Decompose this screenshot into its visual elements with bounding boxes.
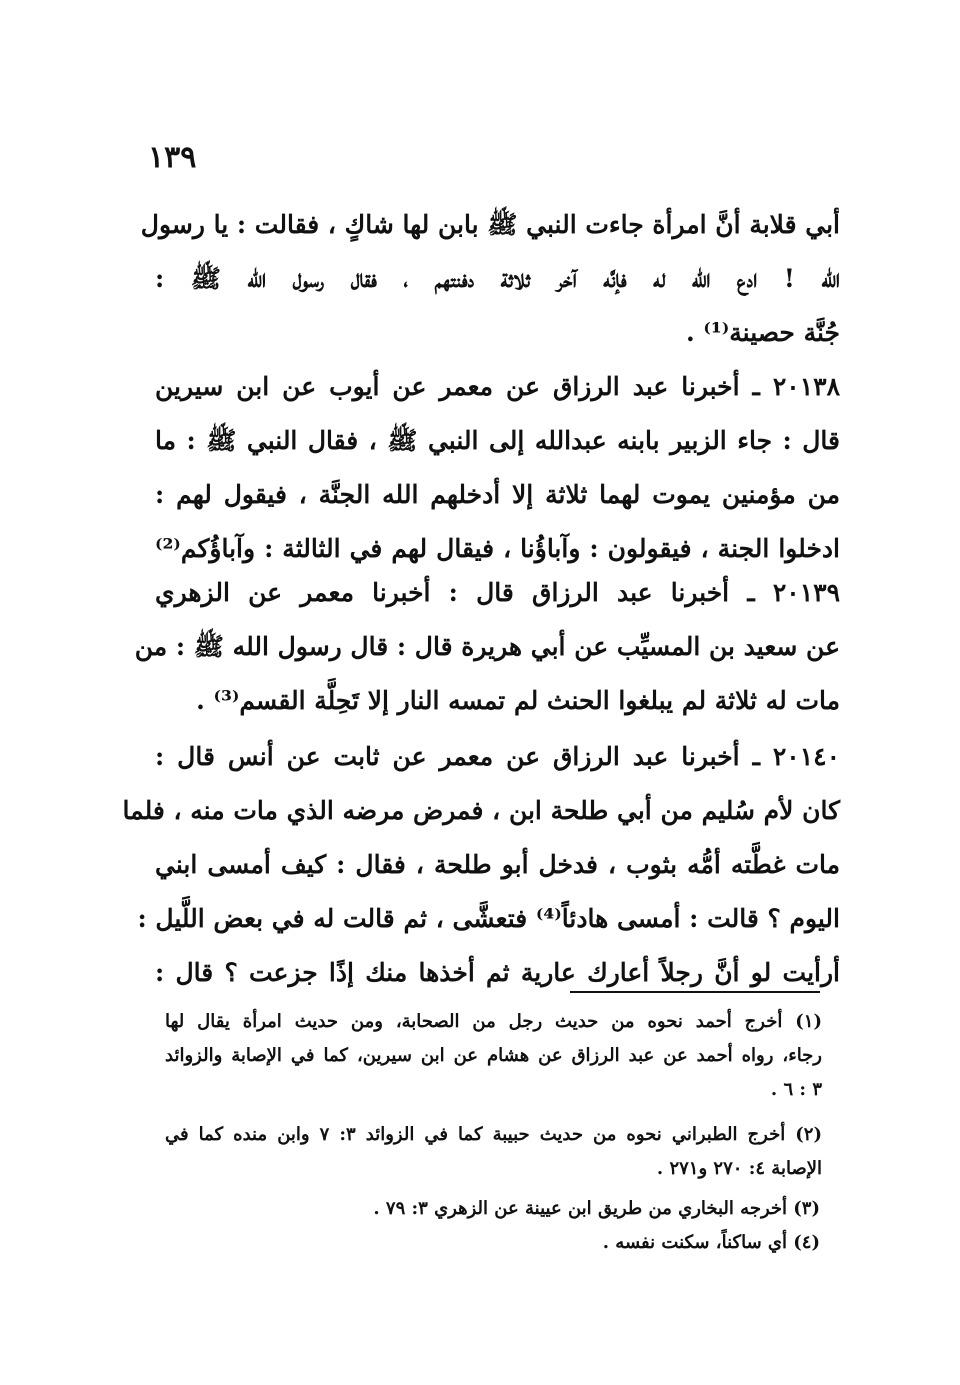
footnote-4	[290, 1226, 820, 1260]
text-line: ادخلوا الجنة ، فيقولون : وآباؤُنا ، فيقال لهم في الثالثة : وآباؤُكم⁽²⁾	[155, 534, 840, 563]
paragraph-continuation	[140, 198, 840, 360]
text-line: قال : جاء الزبير بابنه عبدالله إلى النبي ﷺ ، فقال النبي ﷺ : ما	[155, 426, 840, 455]
text-line: من مؤمنين يموت لهما ثلاثة إلا أدخلهم الله الجنَّة ، فيقول لهم :	[155, 480, 840, 509]
text-line: أرأيت لو أنَّ رجلاً أعارك عارية ثم أخذها منك إذًا جزعت ؟ قال :	[155, 958, 840, 987]
paragraph-hadith-20139	[134, 566, 840, 728]
footnote-line: رجاء، رواه أحمد عن عبد الرزاق عن هشام عن ابن سيرين، كما في الإصابة والزوائد	[165, 1045, 822, 1066]
paragraph-hadith-20138	[155, 360, 840, 576]
text-line: جُنَّة حصينة⁽¹⁾ .	[686, 318, 840, 347]
footnote-divider	[570, 991, 820, 993]
text-line: ٢٠١٣٨ ـ أخبرنا عبد الرزاق عن معمر عن أيوب عن ابن سيرين	[155, 372, 840, 401]
footnote-line: ٣ : ٦ .	[770, 1079, 822, 1100]
text-line: ٢٠١٤٠ ـ أخبرنا عبد الرزاق عن معمر عن ثابت عن أنس قال :	[155, 742, 840, 771]
footnote-3	[290, 1192, 820, 1226]
footnote-line: (١) أخرج أحمد نحوه من حديث رجل من الصحابة، ومن حديث امرأة يقال لها	[165, 1011, 822, 1032]
paragraph-hadith-20140	[122, 730, 840, 1000]
footnote-1	[165, 1005, 822, 1107]
footnote-line: (٤) أي ساكناً، سكنت نفسه .	[602, 1232, 820, 1253]
footnote-line: (٢) أخرج الطبراني نحوه من حديث حبيبة كما في الزوائد ٣: ٧ وابن منده كما في	[165, 1124, 822, 1145]
footnote-line: (٣) أخرجه البخاري من طريق ابن عيينة عن الزهري ٣: ٧٩ .	[373, 1198, 820, 1219]
footnote-2	[165, 1118, 822, 1186]
page-number: ١٣٩	[148, 140, 197, 175]
text-line: الله ! ادع الله له فإنَّه آخر ثلاثة دفنتهم ، فقال رسول الله ﷺ :	[155, 264, 840, 293]
text-line: مات له ثلاثة لم يبلغوا الحنث لم تمسه النار إلا تَحِلَّة القسم⁽³⁾ .	[196, 686, 840, 715]
footnote-line: الإصابة ٤: ٢٧٠ و٢٧١ .	[656, 1158, 822, 1179]
text-line: أبي قلابة أنَّ امرأة جاءت النبي ﷺ بابن لها شاكٍ ، فقالت : يا رسول	[140, 210, 840, 239]
text-line: كان لأم سُليم من أبي طلحة ابن ، فمرض مرضه الذي مات منه ، فلما	[122, 796, 840, 825]
text-line: اليوم ؟ قالت : أمسى هادئاً⁽⁴⁾ فتعشَّى ، ثم قالت له في بعض اللَّيل :	[137, 904, 840, 933]
text-line: عن سعيد بن المسيِّب عن أبي هريرة قال : قال رسول الله ﷺ : من	[134, 632, 840, 661]
text-line: ٢٠١٣٩ ـ أخبرنا عبد الرزاق قال : أخبرنا معمر عن الزهري	[155, 578, 840, 607]
text-line: مات غطَّته أمُّه بثوب ، فدخل أبو طلحة ، فقال : كيف أمسى ابني	[155, 850, 840, 879]
